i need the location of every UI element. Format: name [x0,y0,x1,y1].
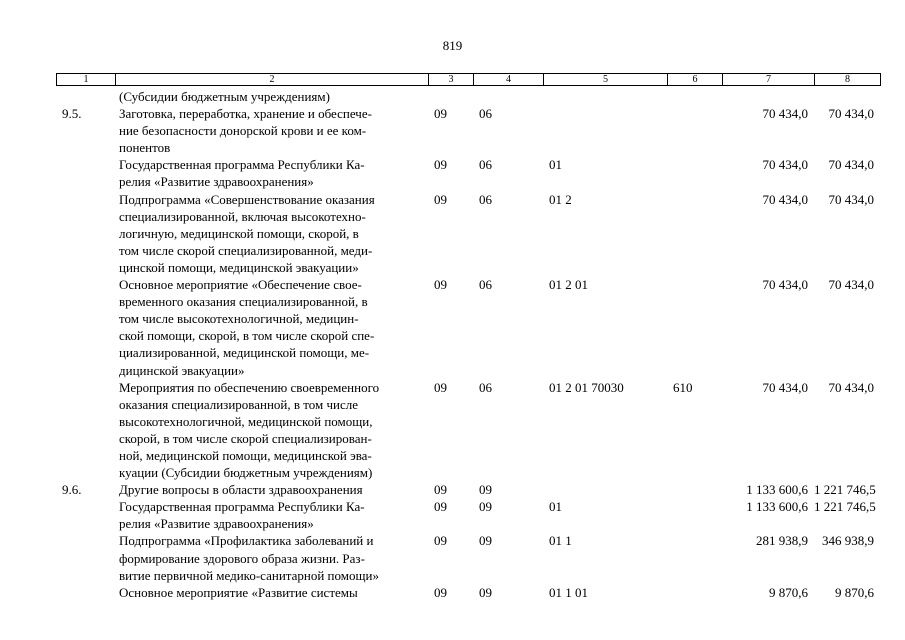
row-subsection-code: 09 [479,482,492,498]
column-header-8: 8 [815,74,881,86]
column-header-1: 1 [57,74,116,86]
row-amount-year-1: 1 133 600,6 [746,482,808,498]
row-subsection-code: 06 [479,191,492,207]
row-amount-year-2 [814,88,880,105]
row-amount-year-1: 1 133 600,6 [746,499,808,515]
row-amount-year-2: 70 434,0 [828,191,874,207]
row-amount-year-2: 9 870,6 [835,584,874,600]
row-name: Основное мероприятие «Обеспечение свое- временного оказания специализированной, в том числе высокотехнологичной, медицин- ской помощи, скорой, в том числе скорой спе- циализированной, медицинской помощи, ме- дицинской эвакуации» [119,277,375,378]
row-amount-year-2: 70 434,0 [828,277,874,293]
row-subsection-code: 06 [479,106,492,122]
row-number [56,276,115,379]
table-row [56,156,880,190]
column-header-3: 3 [429,74,474,86]
row-number [56,191,115,276]
page-number: 819 [442,38,463,53]
column-header-4: 4 [474,74,544,86]
row-section-code: 09 [434,482,447,498]
row-name: Подпрограмма «Профилактика заболеваний и формирование здорового образа жизни. Раз- витие первичной медико-санитарной помощи» [119,533,379,583]
table-row [56,379,880,482]
row-amount-year-1: 70 434,0 [762,277,808,293]
table-row [56,105,880,156]
column-header-table [56,73,881,86]
row-target-code: 01 1 01 [549,584,588,600]
row-section-code: 09 [434,533,447,549]
row-section-code: 09 [434,157,447,173]
column-header-row [57,74,881,86]
row-amount-year-1: 70 434,0 [762,379,808,395]
row-number [56,532,115,583]
table-row [56,532,880,583]
row-subsection-code: 09 [479,584,492,600]
row-number [56,584,115,601]
row-target-code: 01 1 [549,533,572,549]
row-amount-year-2: 70 434,0 [828,106,874,122]
row-section-code: 09 [434,106,447,122]
row-number [56,498,115,532]
row-section-code [428,88,473,105]
row-section-code: 09 [434,191,447,207]
row-section-code: 09 [434,499,447,515]
column-header-2: 2 [116,74,429,86]
row-expense-type [667,105,722,156]
row-amount-year-2: 1 221 746,5 [814,499,876,515]
row-number: 9.5. [62,106,82,122]
row-amount-year-2: 346 938,9 [822,533,874,549]
row-target-code: 01 [549,499,562,515]
row-expense-type [667,88,722,105]
row-amount-year-1: 70 434,0 [762,106,808,122]
row-number [56,379,115,482]
row-target-code [543,481,667,498]
row-subsection-code: 09 [479,499,492,515]
row-subsection-code: 06 [479,277,492,293]
row-name: Государственная программа Республики Ка- релия «Развитие здравоохранения» [119,157,365,190]
row-amount-year-1: 9 870,6 [769,584,808,600]
row-amount-year-1: 281 938,9 [756,533,808,549]
row-number: 9.6. [62,482,82,498]
row-name: Подпрограмма «Совершенствование оказания специализированной, включая высокотехно- логичную, медицинской помощи, скорой, в том числе скорой специализированной, меди- цинской помощи, медицинской эвакуации» [119,191,375,275]
budget-table [56,88,880,601]
table-row [56,481,880,498]
row-subsection-code: 06 [479,379,492,395]
table-row [56,88,880,105]
table-row [56,191,880,276]
row-subsection-code: 06 [479,157,492,173]
row-expense-type: 610 [673,379,693,395]
row-name: Другие вопросы в области здравоохранения [119,482,363,498]
table-row [56,276,880,379]
row-expense-type [667,584,722,601]
row-amount-year-1: 70 434,0 [762,157,808,173]
row-subsection-code [473,88,543,105]
row-amount-year-1: 70 434,0 [762,191,808,207]
row-section-code: 09 [434,379,447,395]
row-subsection-code: 09 [479,533,492,549]
row-expense-type [667,481,722,498]
column-header-5: 5 [544,74,668,86]
row-expense-type [667,532,722,583]
row-name: (Субсидии бюджетным учреждениям) [119,89,330,104]
row-expense-type [667,498,722,532]
row-name: Основное мероприятие «Развитие системы [119,584,358,600]
column-header-7: 7 [723,74,815,86]
row-name: Заготовка, переработка, хранение и обеспече- ние безопасности донорской крови и ее ком- понентов [119,106,372,156]
row-target-code: 01 [549,157,562,173]
row-target-code: 01 2 01 70030 [549,379,624,395]
row-target-code: 01 2 [549,191,572,207]
table-row [56,498,880,532]
row-number [56,156,115,190]
row-section-code: 09 [434,277,447,293]
row-amount-year-2: 1 221 746,5 [814,482,876,498]
row-target-code: 01 2 01 [549,277,588,293]
row-expense-type [667,191,722,276]
row-expense-type [667,276,722,379]
row-amount-year-2: 70 434,0 [828,157,874,173]
row-name: Государственная программа Республики Ка- релия «Развитие здравоохранения» [119,499,365,532]
table-row [56,584,880,601]
row-target-code [543,88,667,105]
row-name: Мероприятия по обеспечению своевременного оказания специализированной, в том числе высокотехнологичной, медицинской помощи, скорой, в том числе скорой специализирован- ной, медицинской помощи, медицинской эва- куации (Субсидии бюджетным учреждениям) [119,379,380,481]
column-header-6: 6 [668,74,723,86]
row-target-code [543,105,667,156]
row-expense-type [667,156,722,190]
row-number [56,88,115,105]
row-amount-year-2: 70 434,0 [828,379,874,395]
row-section-code: 09 [434,584,447,600]
row-amount-year-1 [722,88,814,105]
